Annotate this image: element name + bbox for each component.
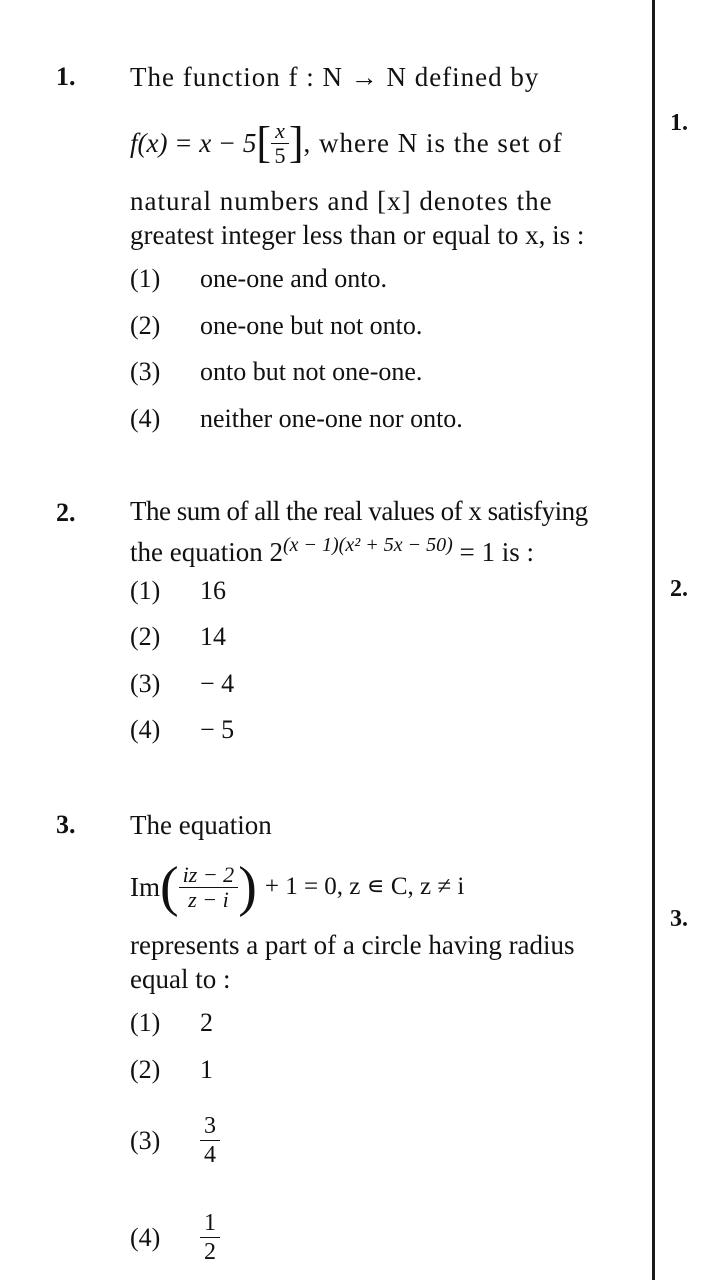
formula-prefix: f(x) = x − 5 (130, 128, 257, 158)
option-1[interactable] (130, 576, 226, 606)
option-number: (1) (130, 576, 161, 605)
option-number: (3) (130, 669, 161, 698)
option-text: one-one and onto. (200, 264, 388, 293)
option-4[interactable] (130, 404, 463, 434)
option-2[interactable] (130, 1055, 213, 1085)
option-number: (3) (130, 1125, 161, 1155)
side-label-2: 2. (670, 576, 688, 602)
equation-suffix: = 1 is : (459, 537, 534, 567)
question-stem-line: equal to : (130, 964, 231, 994)
fraction-numerator: 3 (200, 1112, 220, 1141)
option-2[interactable] (130, 622, 226, 652)
question-number: 2. (56, 498, 76, 527)
option-text: 14 (200, 622, 226, 651)
question-number: 1. (56, 62, 76, 91)
fraction-numerator: iz − 2 (179, 863, 239, 888)
option-3[interactable] (130, 669, 234, 699)
option-text: 16 (200, 576, 226, 605)
option-number: (1) (130, 264, 161, 293)
equation-exponent: (x − 1)(x² + 5x − 50) (282, 534, 453, 556)
question-equation (130, 528, 638, 569)
option-number: (3) (130, 357, 161, 386)
option-fraction (200, 1112, 220, 1169)
question-stem-line: The function f : N → N defined by (130, 62, 540, 92)
fraction-numerator: 1 (200, 1209, 220, 1238)
bracket-right: ] (288, 118, 304, 167)
formula-fraction (271, 119, 289, 168)
option-1[interactable] (130, 264, 387, 294)
fraction-denominator: z − i (188, 886, 229, 912)
question-formula (130, 108, 638, 178)
side-label-3: 3. (670, 906, 688, 932)
fraction-denominator: 5 (274, 142, 286, 168)
question-number: 3. (56, 810, 76, 839)
option-fraction (200, 1209, 220, 1266)
bracket-left: [ (256, 118, 272, 167)
option-4[interactable] (130, 1209, 220, 1266)
option-number: (4) (130, 1222, 161, 1252)
fraction-denominator: 4 (204, 1142, 216, 1168)
formula-suffix: , where N is the set of (303, 128, 563, 158)
equation-rest: + 1 = 0, z ∊ C, z ≠ i (264, 873, 465, 900)
option-number: (1) (130, 1008, 161, 1037)
paren-right: ) (238, 856, 257, 918)
paren-left: ( (160, 856, 179, 918)
option-text: − 4 (200, 669, 235, 698)
equation-fraction (179, 863, 239, 912)
question-stem-line: The equation (130, 810, 272, 840)
side-label-1: 1. (670, 110, 688, 136)
equation-im: Im (130, 872, 160, 902)
option-number: (2) (130, 1055, 161, 1084)
option-text: 2 (200, 1008, 213, 1037)
option-2[interactable] (130, 311, 422, 341)
option-number: (4) (130, 404, 161, 433)
question-stem-line: greatest integer less than or equal to x, is : (130, 220, 585, 250)
question-stem-line: The sum of all the real values of x satisfying (130, 496, 588, 526)
fraction-numerator: x (271, 119, 289, 144)
option-4[interactable] (130, 715, 234, 745)
option-text: − 5 (200, 715, 235, 744)
question-stem-line: represents a part of a circle having radius (130, 930, 575, 960)
question-stem-line: natural numbers and [x] denotes the (130, 186, 553, 216)
option-number: (2) (130, 622, 161, 651)
option-number: (2) (130, 311, 161, 340)
question-equation (130, 852, 638, 922)
fraction-denominator: 2 (204, 1239, 216, 1265)
column-divider (652, 0, 655, 1280)
option-text: neither one-one nor onto. (200, 404, 463, 433)
option-3[interactable] (130, 357, 422, 387)
option-3[interactable] (130, 1112, 220, 1169)
option-text: 1 (200, 1055, 213, 1084)
option-1[interactable] (130, 1008, 213, 1038)
option-text: onto but not one-one. (200, 357, 423, 386)
option-text: one-one but not onto. (200, 311, 423, 340)
option-number: (4) (130, 715, 161, 744)
equation-prefix: the equation 2 (130, 537, 283, 567)
